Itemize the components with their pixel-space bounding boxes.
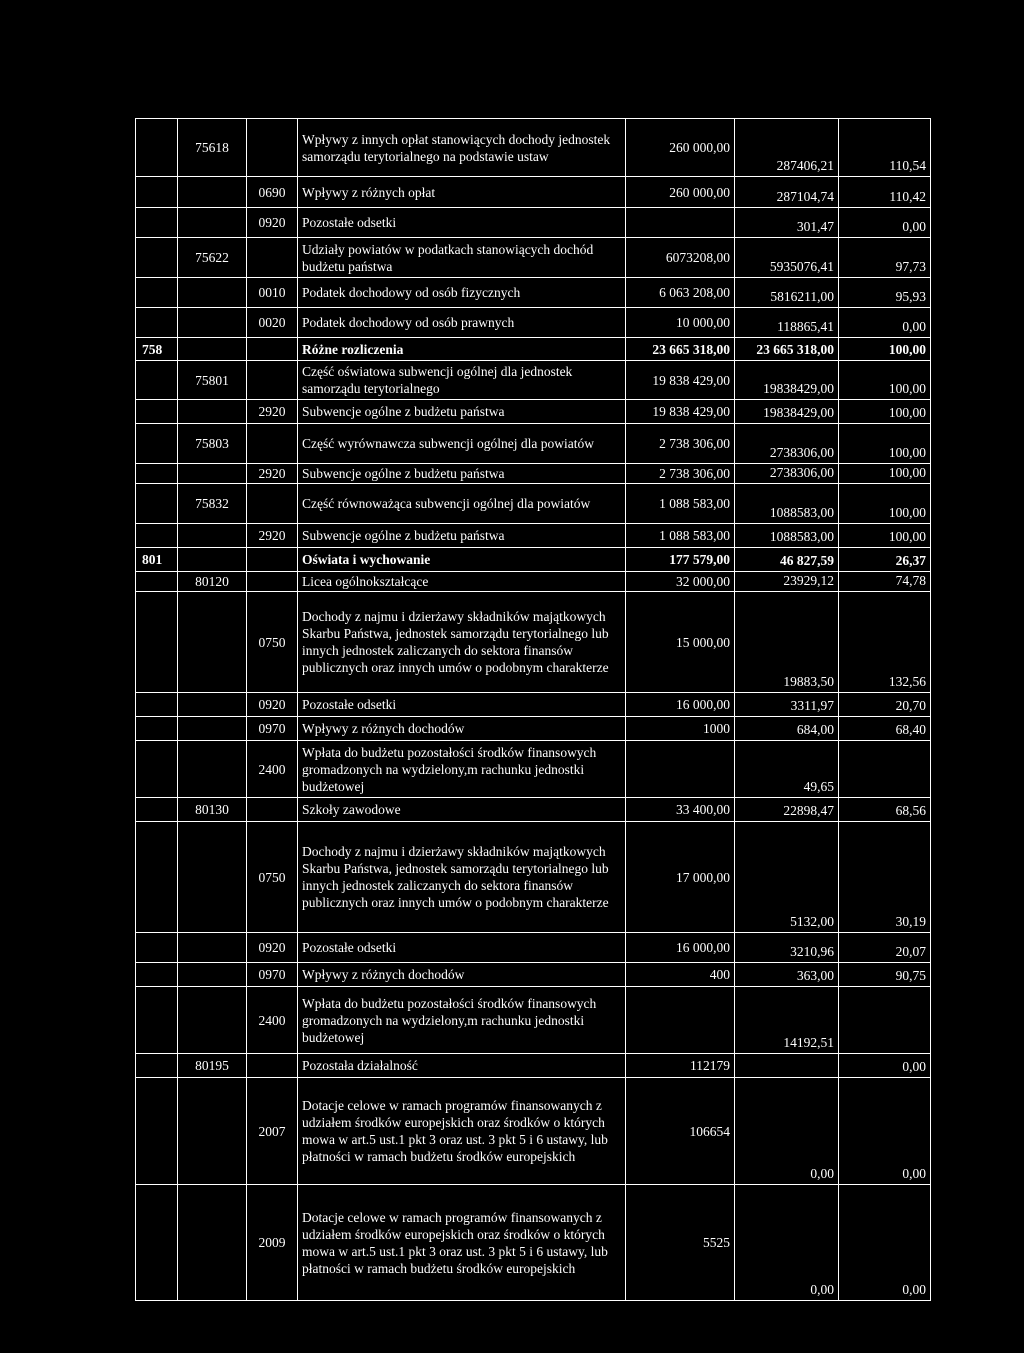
chapter-code-cell <box>178 1078 247 1185</box>
percent-cell: 0,00 <box>839 208 931 238</box>
plan-amount-cell: 23 665 318,00 <box>626 338 735 361</box>
percent-cell: 100,00 <box>839 400 931 424</box>
percent-cell: 68,40 <box>839 717 931 741</box>
table-row <box>136 119 931 177</box>
plan-amount-cell: 33 400,00 <box>626 798 735 822</box>
paragraph-code-cell: 2920 <box>247 524 298 548</box>
chapter-code-cell <box>178 822 247 933</box>
chapter-code-cell <box>178 338 247 361</box>
item-name-cell: Dotacje celowe w ramach programów finansowanych z udziałem środków europejskich oraz środków o których mowa w art.5 ust.1 pkt 3 oraz ust. 3 pkt 5 i 6 ustawy, lub płatności w ramach budżetu środków europejskich <box>298 1185 626 1301</box>
section-code-cell <box>136 1185 178 1301</box>
chapter-code-cell <box>178 278 247 308</box>
chapter-code-cell <box>178 693 247 717</box>
executed-amount-cell <box>735 1054 839 1078</box>
section-code-cell <box>136 717 178 741</box>
plan-amount-cell: 32 000,00 <box>626 572 735 592</box>
section-code-cell <box>136 572 178 592</box>
percent-cell: 68,56 <box>839 798 931 822</box>
section-code-cell <box>136 361 178 400</box>
table-row <box>136 524 931 548</box>
item-name-cell: Podatek dochodowy od osób prawnych <box>298 308 626 338</box>
paragraph-code-cell: 2007 <box>247 1078 298 1185</box>
section-code-cell <box>136 308 178 338</box>
percent-cell: 90,75 <box>839 963 931 987</box>
chapter-code-cell: 75622 <box>178 238 247 278</box>
section-code-cell <box>136 1078 178 1185</box>
plan-amount-cell: 260 000,00 <box>626 177 735 208</box>
table-row <box>136 987 931 1054</box>
item-name-cell: Szkoły zawodowe <box>298 798 626 822</box>
item-name-cell: Oświata i wychowanie <box>298 548 626 572</box>
plan-amount-cell: 6073208,00 <box>626 238 735 278</box>
executed-amount-cell: 287104,74 <box>735 177 839 208</box>
paragraph-code-cell <box>247 572 298 592</box>
paragraph-code-cell: 0750 <box>247 822 298 933</box>
table-row <box>136 963 931 987</box>
executed-amount-cell: 19883,50 <box>735 592 839 693</box>
item-name-cell: Wpływy z innych opłat stanowiących dochody jednostek samorządu terytorialnego na podstawie ustaw <box>298 119 626 177</box>
executed-amount-cell: 5816211,00 <box>735 278 839 308</box>
executed-amount-cell: 5132,00 <box>735 822 839 933</box>
table-row <box>136 1054 931 1078</box>
section-code-cell <box>136 822 178 933</box>
chapter-code-cell <box>178 1185 247 1301</box>
chapter-code-cell: 80120 <box>178 572 247 592</box>
item-name-cell: Licea ogólnokształcące <box>298 572 626 592</box>
item-name-cell: Pozostała działalność <box>298 1054 626 1078</box>
chapter-code-cell <box>178 933 247 963</box>
section-code-cell <box>136 238 178 278</box>
plan-amount-cell: 6 063 208,00 <box>626 278 735 308</box>
item-name-cell: Dotacje celowe w ramach programów finansowanych z udziałem środków europejskich oraz środków o których mowa w art.5 ust.1 pkt 3 oraz ust. 3 pkt 5 i 6 ustawy, lub płatności w ramach budżetu środków europejskich <box>298 1078 626 1185</box>
item-name-cell: Dochody z najmu i dzierżawy składników majątkowych Skarbu Państwa, jednostek samorządu terytorialnego lub innych jednostek zaliczanych do sektora finansów publicznych oraz innych umów o podobnym charakterze <box>298 822 626 933</box>
plan-amount-cell: 260 000,00 <box>626 119 735 177</box>
executed-amount-cell: 363,00 <box>735 963 839 987</box>
table-row <box>136 1078 931 1185</box>
paragraph-code-cell <box>247 361 298 400</box>
paragraph-code-cell: 0970 <box>247 963 298 987</box>
table-row <box>136 208 931 238</box>
section-code-cell <box>136 592 178 693</box>
plan-amount-cell: 106654 <box>626 1078 735 1185</box>
item-name-cell: Pozostałe odsetki <box>298 208 626 238</box>
table-row <box>136 717 931 741</box>
executed-amount-cell: 2738306,00 <box>735 464 839 484</box>
table-row <box>136 424 931 464</box>
percent-cell: 20,70 <box>839 693 931 717</box>
percent-cell: 100,00 <box>839 464 931 484</box>
percent-cell: 0,00 <box>839 308 931 338</box>
paragraph-code-cell: 0750 <box>247 592 298 693</box>
percent-cell: 20,07 <box>839 933 931 963</box>
paragraph-code-cell: 0690 <box>247 177 298 208</box>
section-code-cell <box>136 424 178 464</box>
chapter-code-cell: 75618 <box>178 119 247 177</box>
executed-amount-cell: 3210,96 <box>735 933 839 963</box>
table-row <box>136 338 931 361</box>
executed-amount-cell: 49,65 <box>735 741 839 798</box>
section-code-cell <box>136 464 178 484</box>
plan-amount-cell: 16 000,00 <box>626 693 735 717</box>
chapter-code-cell <box>178 963 247 987</box>
budget-income-table <box>135 118 931 1301</box>
chapter-code-cell: 80195 <box>178 1054 247 1078</box>
table-row <box>136 464 931 484</box>
plan-amount-cell: 1 088 583,00 <box>626 524 735 548</box>
section-code-cell <box>136 177 178 208</box>
item-name-cell: Udziały powiatów w podatkach stanowiących dochód budżetu państwa <box>298 238 626 278</box>
section-code-cell: 801 <box>136 548 178 572</box>
paragraph-code-cell: 0920 <box>247 208 298 238</box>
executed-amount-cell: 0,00 <box>735 1185 839 1301</box>
chapter-code-cell <box>178 592 247 693</box>
percent-cell: 30,19 <box>839 822 931 933</box>
percent-cell: 100,00 <box>839 424 931 464</box>
executed-amount-cell: 19838429,00 <box>735 400 839 424</box>
plan-amount-cell: 2 738 306,00 <box>626 424 735 464</box>
chapter-code-cell <box>178 548 247 572</box>
paragraph-code-cell <box>247 1054 298 1078</box>
table-row <box>136 400 931 424</box>
executed-amount-cell: 5935076,41 <box>735 238 839 278</box>
budget-income-table-sheet <box>135 118 930 1302</box>
item-name-cell: Część równoważąca subwencji ogólnej dla powiatów <box>298 484 626 524</box>
chapter-code-cell: 80130 <box>178 798 247 822</box>
chapter-code-cell: 75803 <box>178 424 247 464</box>
executed-amount-cell: 118865,41 <box>735 308 839 338</box>
section-code-cell <box>136 963 178 987</box>
plan-amount-cell: 112179 <box>626 1054 735 1078</box>
table-row <box>136 798 931 822</box>
section-code-cell <box>136 798 178 822</box>
percent-cell: 0,00 <box>839 1054 931 1078</box>
table-row <box>136 741 931 798</box>
section-code-cell <box>136 741 178 798</box>
executed-amount-cell: 3311,97 <box>735 693 839 717</box>
plan-amount-cell: 400 <box>626 963 735 987</box>
plan-amount-cell <box>626 741 735 798</box>
plan-amount-cell: 17 000,00 <box>626 822 735 933</box>
item-name-cell: Podatek dochodowy od osób fizycznych <box>298 278 626 308</box>
item-name-cell: Subwencje ogólne z budżetu państwa <box>298 400 626 424</box>
item-name-cell: Część wyrównawcza subwencji ogólnej dla powiatów <box>298 424 626 464</box>
item-name-cell: Dochody z najmu i dzierżawy składników majątkowych Skarbu Państwa, jednostek samorządu terytorialnego lub innych jednostek zaliczanych do sektora finansów publicznych oraz innych umów o podobnym charakterze <box>298 592 626 693</box>
chapter-code-cell <box>178 308 247 338</box>
chapter-code-cell <box>178 741 247 798</box>
paragraph-code-cell: 2920 <box>247 400 298 424</box>
paragraph-code-cell <box>247 238 298 278</box>
plan-amount-cell: 1000 <box>626 717 735 741</box>
section-code-cell <box>136 1054 178 1078</box>
percent-cell: 0,00 <box>839 1185 931 1301</box>
executed-amount-cell: 1088583,00 <box>735 484 839 524</box>
item-name-cell: Subwencje ogólne z budżetu państwa <box>298 524 626 548</box>
executed-amount-cell: 0,00 <box>735 1078 839 1185</box>
item-name-cell: Wpływy z różnych dochodów <box>298 963 626 987</box>
item-name-cell: Pozostałe odsetki <box>298 693 626 717</box>
paragraph-code-cell <box>247 338 298 361</box>
executed-amount-cell: 46 827,59 <box>735 548 839 572</box>
plan-amount-cell: 2 738 306,00 <box>626 464 735 484</box>
plan-amount-cell: 177 579,00 <box>626 548 735 572</box>
table-row <box>136 1185 931 1301</box>
table-row <box>136 177 931 208</box>
plan-amount-cell: 10 000,00 <box>626 308 735 338</box>
chapter-code-cell <box>178 987 247 1054</box>
section-code-cell <box>136 693 178 717</box>
table-row <box>136 308 931 338</box>
item-name-cell: Wpływy z różnych opłat <box>298 177 626 208</box>
executed-amount-cell: 23 665 318,00 <box>735 338 839 361</box>
paragraph-code-cell: 2009 <box>247 1185 298 1301</box>
percent-cell: 74,78 <box>839 572 931 592</box>
paragraph-code-cell: 0920 <box>247 693 298 717</box>
paragraph-code-cell: 2400 <box>247 741 298 798</box>
paragraph-code-cell <box>247 798 298 822</box>
paragraph-code-cell: 0020 <box>247 308 298 338</box>
paragraph-code-cell <box>247 548 298 572</box>
plan-amount-cell <box>626 987 735 1054</box>
table-body <box>136 119 931 1301</box>
percent-cell: 132,56 <box>839 592 931 693</box>
paragraph-code-cell: 2920 <box>247 464 298 484</box>
paragraph-code-cell: 0920 <box>247 933 298 963</box>
executed-amount-cell: 684,00 <box>735 717 839 741</box>
paragraph-code-cell <box>247 424 298 464</box>
plan-amount-cell: 5525 <box>626 1185 735 1301</box>
executed-amount-cell: 301,47 <box>735 208 839 238</box>
table-row <box>136 572 931 592</box>
percent-cell: 100,00 <box>839 338 931 361</box>
item-name-cell: Część oświatowa subwencji ogólnej dla jednostek samorządu terytorialnego <box>298 361 626 400</box>
section-code-cell <box>136 400 178 424</box>
plan-amount-cell: 15 000,00 <box>626 592 735 693</box>
executed-amount-cell: 287406,21 <box>735 119 839 177</box>
paragraph-code-cell <box>247 119 298 177</box>
executed-amount-cell: 19838429,00 <box>735 361 839 400</box>
table-row <box>136 822 931 933</box>
table-row <box>136 278 931 308</box>
percent-cell: 100,00 <box>839 524 931 548</box>
percent-cell: 97,73 <box>839 238 931 278</box>
item-name-cell: Różne rozliczenia <box>298 338 626 361</box>
table-row <box>136 361 931 400</box>
plan-amount-cell <box>626 208 735 238</box>
table-row <box>136 548 931 572</box>
chapter-code-cell: 75832 <box>178 484 247 524</box>
paragraph-code-cell: 2400 <box>247 987 298 1054</box>
chapter-code-cell <box>178 208 247 238</box>
chapter-code-cell: 75801 <box>178 361 247 400</box>
chapter-code-cell <box>178 524 247 548</box>
item-name-cell: Wpłata do budżetu pozostałości środków finansowych gromadzonych na wydzielony,m rachunku jednostki budżetowej <box>298 741 626 798</box>
chapter-code-cell <box>178 717 247 741</box>
section-code-cell <box>136 119 178 177</box>
executed-amount-cell: 1088583,00 <box>735 524 839 548</box>
table-row <box>136 592 931 693</box>
chapter-code-cell <box>178 400 247 424</box>
item-name-cell: Pozostałe odsetki <box>298 933 626 963</box>
item-name-cell: Wpłata do budżetu pozostałości środków finansowych gromadzonych na wydzielony,m rachunku jednostki budżetowej <box>298 987 626 1054</box>
section-code-cell <box>136 484 178 524</box>
section-code-cell: 758 <box>136 338 178 361</box>
paragraph-code-cell <box>247 484 298 524</box>
percent-cell: 95,93 <box>839 278 931 308</box>
table-row <box>136 933 931 963</box>
percent-cell: 100,00 <box>839 484 931 524</box>
plan-amount-cell: 19 838 429,00 <box>626 400 735 424</box>
percent-cell: 0,00 <box>839 1078 931 1185</box>
chapter-code-cell <box>178 177 247 208</box>
table-row <box>136 693 931 717</box>
table-row <box>136 238 931 278</box>
item-name-cell: Subwencje ogólne z budżetu państwa <box>298 464 626 484</box>
section-code-cell <box>136 524 178 548</box>
percent-cell: 110,54 <box>839 119 931 177</box>
executed-amount-cell: 2738306,00 <box>735 424 839 464</box>
paragraph-code-cell: 0970 <box>247 717 298 741</box>
percent-cell <box>839 987 931 1054</box>
plan-amount-cell: 19 838 429,00 <box>626 361 735 400</box>
percent-cell: 110,42 <box>839 177 931 208</box>
section-code-cell <box>136 933 178 963</box>
item-name-cell: Wpływy z różnych dochodów <box>298 717 626 741</box>
section-code-cell <box>136 987 178 1054</box>
executed-amount-cell: 22898,47 <box>735 798 839 822</box>
chapter-code-cell <box>178 464 247 484</box>
executed-amount-cell: 23929,12 <box>735 572 839 592</box>
percent-cell <box>839 741 931 798</box>
paragraph-code-cell: 0010 <box>247 278 298 308</box>
table-row <box>136 484 931 524</box>
plan-amount-cell: 1 088 583,00 <box>626 484 735 524</box>
executed-amount-cell: 14192,51 <box>735 987 839 1054</box>
percent-cell: 26,37 <box>839 548 931 572</box>
percent-cell: 100,00 <box>839 361 931 400</box>
plan-amount-cell: 16 000,00 <box>626 933 735 963</box>
section-code-cell <box>136 278 178 308</box>
section-code-cell <box>136 208 178 238</box>
